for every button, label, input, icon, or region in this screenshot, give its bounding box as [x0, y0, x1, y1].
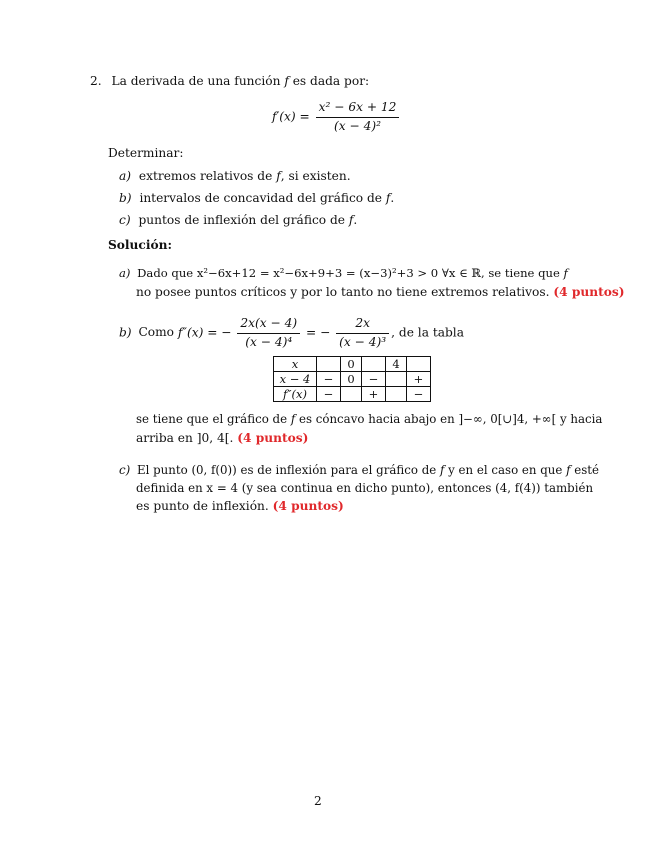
solution-c-line1: c) El punto (0, f(0)) es de inflexión para el gráfico de f y en el caso en que f esté	[119, 463, 600, 477]
solution-c-line3: es punto de inflexión. (4 puntos)	[136, 499, 344, 513]
fraction: $\frac{2x(x - 4)}{\text{(x − 4)⁴}}$	[237, 316, 300, 351]
table-row: f″(x) − + −	[274, 387, 431, 402]
page-number: 2	[314, 794, 322, 808]
solution-a-line2: no posee puntos críticos y por lo tanto no tiene extremos relativos. (4 puntos)	[136, 285, 625, 299]
derivative-formula: f′(x) = $\frac{\text{x² − 6x + 12}}{\text{(x − 4)²}}$	[272, 100, 401, 135]
solution-b-formula: b) Como f″(x) = − $\frac{2x(x - 4)}{\text{(x − 4)⁴}}$ = − $\frac{2x}{\text{(x − 4)³}}$ , de la tabla	[119, 316, 464, 349]
fraction: $\frac{\text{x² − 6x + 12}}{\text{(x − 4)²}}$	[316, 100, 400, 135]
solution-a-line1: a) Dado que x²−6x+12 = x²−6x+9+3 = (x−3)²+3 > 0 ∀x ∈ ℝ, se tiene que f	[119, 266, 568, 280]
item-b: b) intervalos de concavidad del gráfico de f.	[119, 191, 395, 205]
table-row: x 0 4	[274, 357, 431, 372]
points-badge: (4 puntos)	[237, 431, 309, 445]
item-a: a) extremos relativos de f, si existen.	[119, 169, 351, 183]
points-badge: (4 puntos)	[553, 285, 625, 299]
solution-c-line2: definida en x = 4 (y sea continua en dicho punto), entonces (4, f(4)) también	[136, 481, 594, 495]
problem-number: 2.	[90, 74, 102, 88]
determine-label: Determinar:	[108, 146, 184, 160]
solution-b-line1: se tiene que el gráfico de f es cóncavo hacia abajo en ]−∞, 0[∪]4, +∞[ y hacia	[136, 412, 603, 426]
problem-statement: 2. La derivada de una función f es dada por:	[90, 74, 370, 88]
sign-table	[273, 356, 431, 402]
fraction: $\frac{2x}{\text{(x − 4)³}}$	[336, 316, 389, 351]
table-row: x − 4 − 0 − +	[274, 372, 431, 387]
solution-b-line2: arriba en ]0, 4[. (4 puntos)	[136, 431, 309, 445]
item-c: c) puntos de inflexión del gráfico de f.	[119, 213, 358, 227]
points-badge: (4 puntos)	[272, 499, 344, 513]
solution-heading: Solución:	[108, 238, 172, 252]
